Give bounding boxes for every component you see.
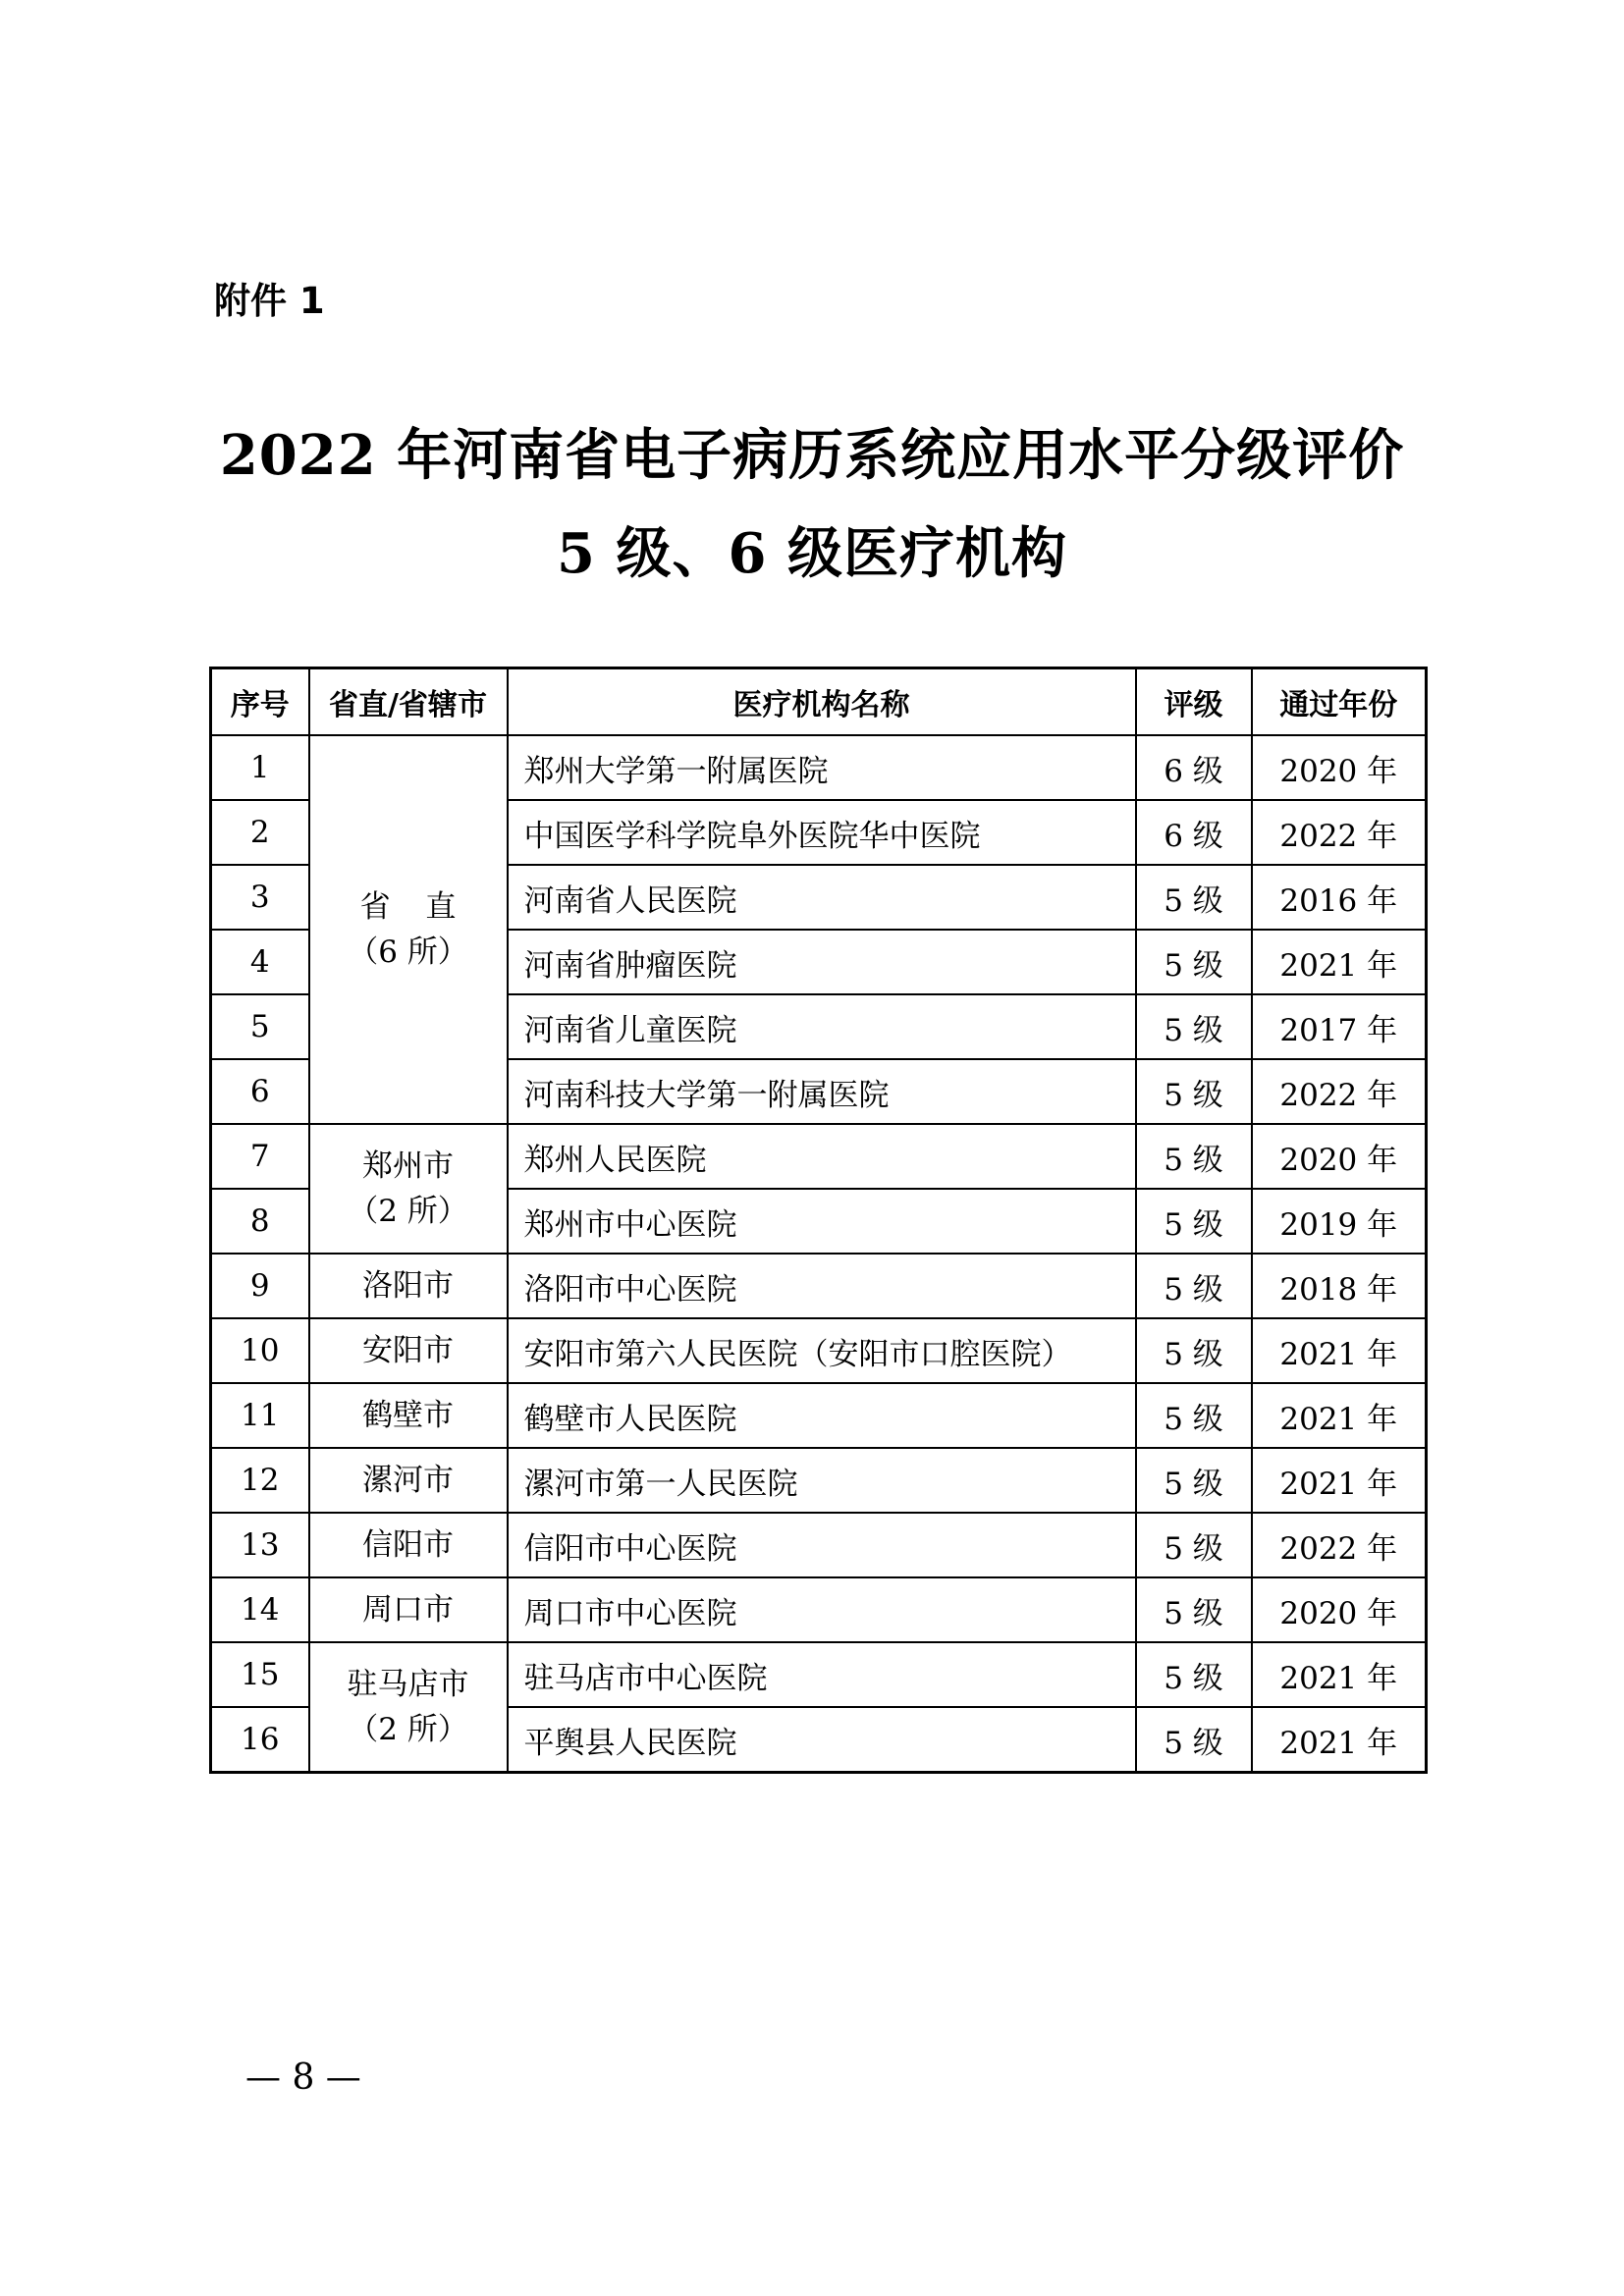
pass-year: 2016 年 — [1252, 865, 1427, 930]
pass-year: 2021 年 — [1252, 1383, 1427, 1448]
institution-name: 驻马店市中心医院 — [508, 1642, 1136, 1707]
city-name: 信阳市 — [362, 1527, 454, 1563]
row-index: 2 — [211, 800, 309, 865]
row-index: 11 — [211, 1383, 309, 1448]
rating-level: 5 级 — [1136, 1254, 1252, 1318]
table-row — [211, 735, 1427, 800]
row-index: 1 — [211, 735, 309, 800]
city-count: （2 所） — [348, 1194, 468, 1229]
institution-name: 漯河市第一人民医院 — [508, 1448, 1136, 1513]
city-count: （2 所） — [348, 1712, 468, 1747]
rating-level: 5 级 — [1136, 1059, 1252, 1124]
row-index: 13 — [211, 1513, 309, 1577]
table-row — [211, 1254, 1427, 1318]
city-name: 驻马店市 — [347, 1667, 469, 1702]
rating-level: 6 级 — [1136, 800, 1252, 865]
institution-name: 安阳市第六人民医院（安阳市口腔医院） — [508, 1318, 1136, 1383]
institution-name: 中国医学科学院阜外医院华中医院 — [508, 800, 1136, 865]
institution-name: 河南省人民医院 — [508, 865, 1136, 930]
pass-year: 2020 年 — [1252, 1124, 1427, 1189]
rating-level: 5 级 — [1136, 1513, 1252, 1577]
header-level: 评级 — [1136, 668, 1252, 736]
city-name: 漯河市 — [362, 1463, 454, 1498]
city-name: 洛阳市 — [362, 1268, 454, 1304]
city-count: （6 所） — [348, 934, 468, 970]
document-title-line-1: 2022 年河南省电子病历系统应用水平分级评价 — [219, 423, 1405, 488]
table-row — [211, 1642, 1427, 1707]
rating-level: 5 级 — [1136, 1318, 1252, 1383]
row-index: 16 — [211, 1707, 309, 1773]
row-index: 3 — [211, 865, 309, 930]
row-index: 8 — [211, 1189, 309, 1254]
city-cell — [309, 1254, 508, 1318]
institution-name: 信阳市中心医院 — [508, 1513, 1136, 1577]
row-index: 6 — [211, 1059, 309, 1124]
pass-year: 2021 年 — [1252, 1642, 1427, 1707]
table-row — [211, 1577, 1427, 1642]
row-index: 7 — [211, 1124, 309, 1189]
row-index: 5 — [211, 994, 309, 1059]
city-cell — [309, 1318, 508, 1383]
row-index: 12 — [211, 1448, 309, 1513]
institution-name: 河南科技大学第一附属医院 — [508, 1059, 1136, 1124]
pass-year: 2021 年 — [1252, 930, 1427, 994]
rating-level: 5 级 — [1136, 1577, 1252, 1642]
pass-year: 2019 年 — [1252, 1189, 1427, 1254]
institution-name: 周口市中心医院 — [508, 1577, 1136, 1642]
pass-year: 2022 年 — [1252, 1059, 1427, 1124]
header-city: 省直/省辖市 — [309, 668, 508, 736]
table-body — [211, 735, 1427, 1773]
city-name: 周口市 — [362, 1592, 454, 1628]
institution-name: 鹤壁市人民医院 — [508, 1383, 1136, 1448]
table-row — [211, 1448, 1427, 1513]
document-title-line-2: 5 级、6 级医疗机构 — [557, 521, 1067, 586]
hospital-table — [209, 667, 1428, 1774]
city-name: 省 直 — [359, 889, 457, 925]
pass-year: 2022 年 — [1252, 1513, 1427, 1577]
pass-year: 2017 年 — [1252, 994, 1427, 1059]
rating-level: 5 级 — [1136, 930, 1252, 994]
pass-year: 2022 年 — [1252, 800, 1427, 865]
table-row — [211, 1383, 1427, 1448]
table-row — [211, 1318, 1427, 1383]
city-name: 郑州市 — [362, 1148, 454, 1184]
pass-year: 2021 年 — [1252, 1448, 1427, 1513]
pass-year: 2021 年 — [1252, 1707, 1427, 1773]
city-cell — [309, 1124, 508, 1254]
rating-level: 6 级 — [1136, 735, 1252, 800]
city-cell — [309, 1577, 508, 1642]
pass-year: 2020 年 — [1252, 735, 1427, 800]
pass-year: 2021 年 — [1252, 1318, 1427, 1383]
rating-level: 5 级 — [1136, 1707, 1252, 1773]
row-index: 9 — [211, 1254, 309, 1318]
pass-year: 2018 年 — [1252, 1254, 1427, 1318]
city-cell — [309, 1513, 508, 1577]
rating-level: 5 级 — [1136, 1189, 1252, 1254]
row-index: 15 — [211, 1642, 309, 1707]
institution-name: 河南省肿瘤医院 — [508, 930, 1136, 994]
city-cell — [309, 1642, 508, 1773]
institution-name: 郑州人民医院 — [508, 1124, 1136, 1189]
table-row — [211, 1513, 1427, 1577]
row-index: 4 — [211, 930, 309, 994]
header-year: 通过年份 — [1252, 668, 1427, 736]
institution-name: 河南省儿童医院 — [508, 994, 1136, 1059]
rating-level: 5 级 — [1136, 1383, 1252, 1448]
attachment-label: 附件 1 — [214, 280, 325, 322]
institution-name: 洛阳市中心医院 — [508, 1254, 1136, 1318]
pass-year: 2020 年 — [1252, 1577, 1427, 1642]
institution-name: 平舆县人民医院 — [508, 1707, 1136, 1773]
rating-level: 5 级 — [1136, 994, 1252, 1059]
institution-name: 郑州市中心医院 — [508, 1189, 1136, 1254]
row-index: 10 — [211, 1318, 309, 1383]
row-index: 14 — [211, 1577, 309, 1642]
city-cell — [309, 1448, 508, 1513]
header-institution: 医疗机构名称 — [508, 668, 1136, 736]
institution-name: 郑州大学第一附属医院 — [508, 735, 1136, 800]
table-header-row — [211, 668, 1427, 736]
rating-level: 5 级 — [1136, 1448, 1252, 1513]
city-name: 安阳市 — [362, 1333, 454, 1368]
rating-level: 5 级 — [1136, 1124, 1252, 1189]
city-name: 鹤壁市 — [362, 1398, 454, 1433]
table-row — [211, 1124, 1427, 1189]
city-cell — [309, 735, 508, 1124]
city-cell — [309, 1383, 508, 1448]
rating-level: 5 级 — [1136, 865, 1252, 930]
page-number: — 8 — — [245, 2057, 361, 2098]
rating-level: 5 级 — [1136, 1642, 1252, 1707]
header-index: 序号 — [211, 668, 309, 736]
